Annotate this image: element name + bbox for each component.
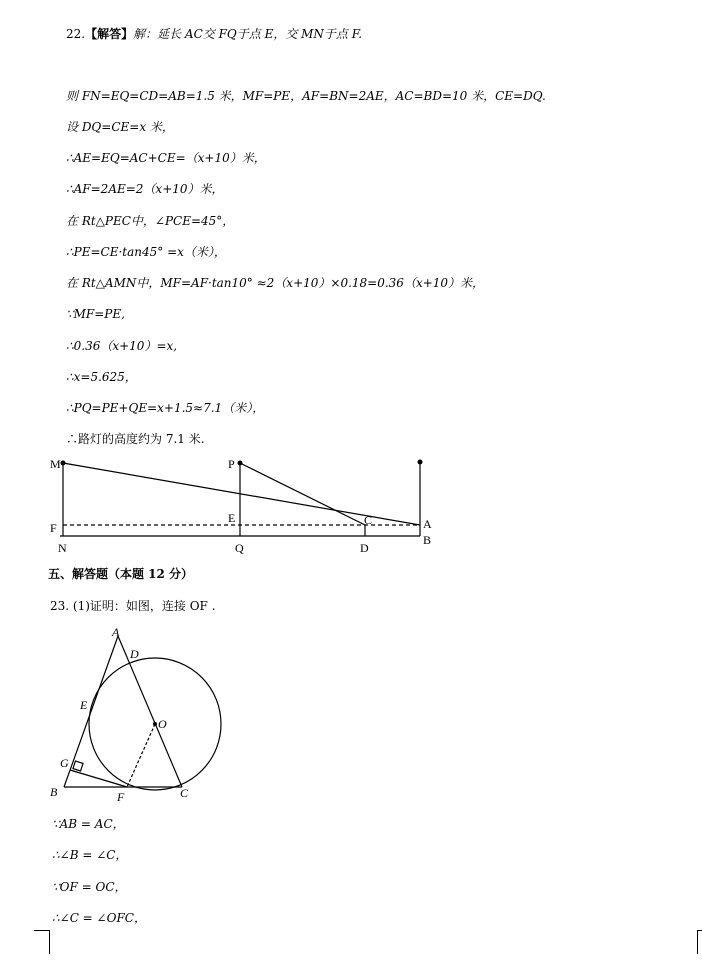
label-b: B	[423, 533, 432, 547]
solution-line: ∴AE=EQ=AC+CE=（x+10）米，	[66, 151, 266, 165]
problem-23-intro: 23. (1)证明：如图，连接 OF .	[50, 599, 216, 613]
problem-number: 22.	[66, 27, 86, 41]
segment-of	[127, 724, 155, 787]
solution-intro: 解：延长 AC交 FQ于点 E，交 MN于点 F.	[133, 27, 363, 41]
proof-line: ∴∠C = ∠OFC，	[52, 911, 146, 925]
solution-line: 在 Rt△PEC中，∠PCE=45°，	[66, 214, 235, 228]
proof-line: ∵AB = AC，	[52, 817, 125, 831]
label-f: F	[50, 521, 57, 535]
label-p: P	[228, 457, 235, 471]
solution-line: 在 Rt△AMN中，MF=AF·tan10° ≈2（x+10）×0.18=0.36（x+10）米，	[66, 276, 485, 290]
point-p	[238, 461, 243, 466]
line-pd	[240, 463, 365, 525]
label-m: M	[50, 457, 61, 471]
label-e: E	[228, 511, 236, 525]
section-title: 五、解答题（本题 12 分）	[48, 567, 194, 581]
label-o: O	[158, 717, 167, 731]
side-ab	[64, 636, 118, 787]
solution-line: ∴AF=2AE=2（x+10）米，	[66, 182, 224, 196]
label-f: F	[117, 790, 125, 804]
point-lamp	[418, 460, 423, 465]
solution-line: ∴路灯的高度约为 7.1 米.	[66, 432, 205, 446]
label-q: Q	[235, 541, 244, 555]
label-n: N	[58, 541, 67, 555]
label-b: B	[50, 785, 58, 799]
solution-line: ∴PQ=PE+QE=x+1.5≈7.1（米），	[66, 401, 265, 415]
point-m	[61, 461, 66, 466]
label-c: C	[364, 513, 373, 527]
solution-line: 设 DQ=CE=x 米，	[66, 120, 174, 134]
label-d: D	[360, 541, 369, 555]
crop-mark-left-h	[34, 930, 50, 931]
point-o	[153, 722, 157, 726]
proof-line: ∵OF = OC，	[52, 880, 127, 894]
label-c: C	[180, 786, 189, 800]
solution-line: 则 FN=EQ=CD=AB=1.5 米，MF=PE，AF=BN=2AE，AC=BD=10 米，CE=DQ.	[66, 89, 546, 103]
solution-line: ∴PE=CE·tan45° =x（米），	[66, 245, 226, 259]
crop-mark-left-v	[49, 930, 50, 954]
right-angle-mark	[73, 761, 83, 771]
solution-line: ∴x=5.625，	[66, 370, 137, 384]
label-g: G	[60, 756, 69, 770]
label-d: D	[130, 647, 139, 661]
label-e: E	[80, 698, 88, 712]
proof-line: ∴∠B = ∠C，	[52, 848, 128, 862]
crop-mark-right-v	[697, 930, 698, 954]
answer-tag: 【解答】	[85, 27, 134, 41]
label-a: A	[112, 625, 120, 639]
label-a: A	[423, 517, 432, 531]
solution-line: ∵MF=PE,	[66, 307, 125, 321]
solution-line: ∴0.36（x+10）=x,	[66, 339, 178, 353]
